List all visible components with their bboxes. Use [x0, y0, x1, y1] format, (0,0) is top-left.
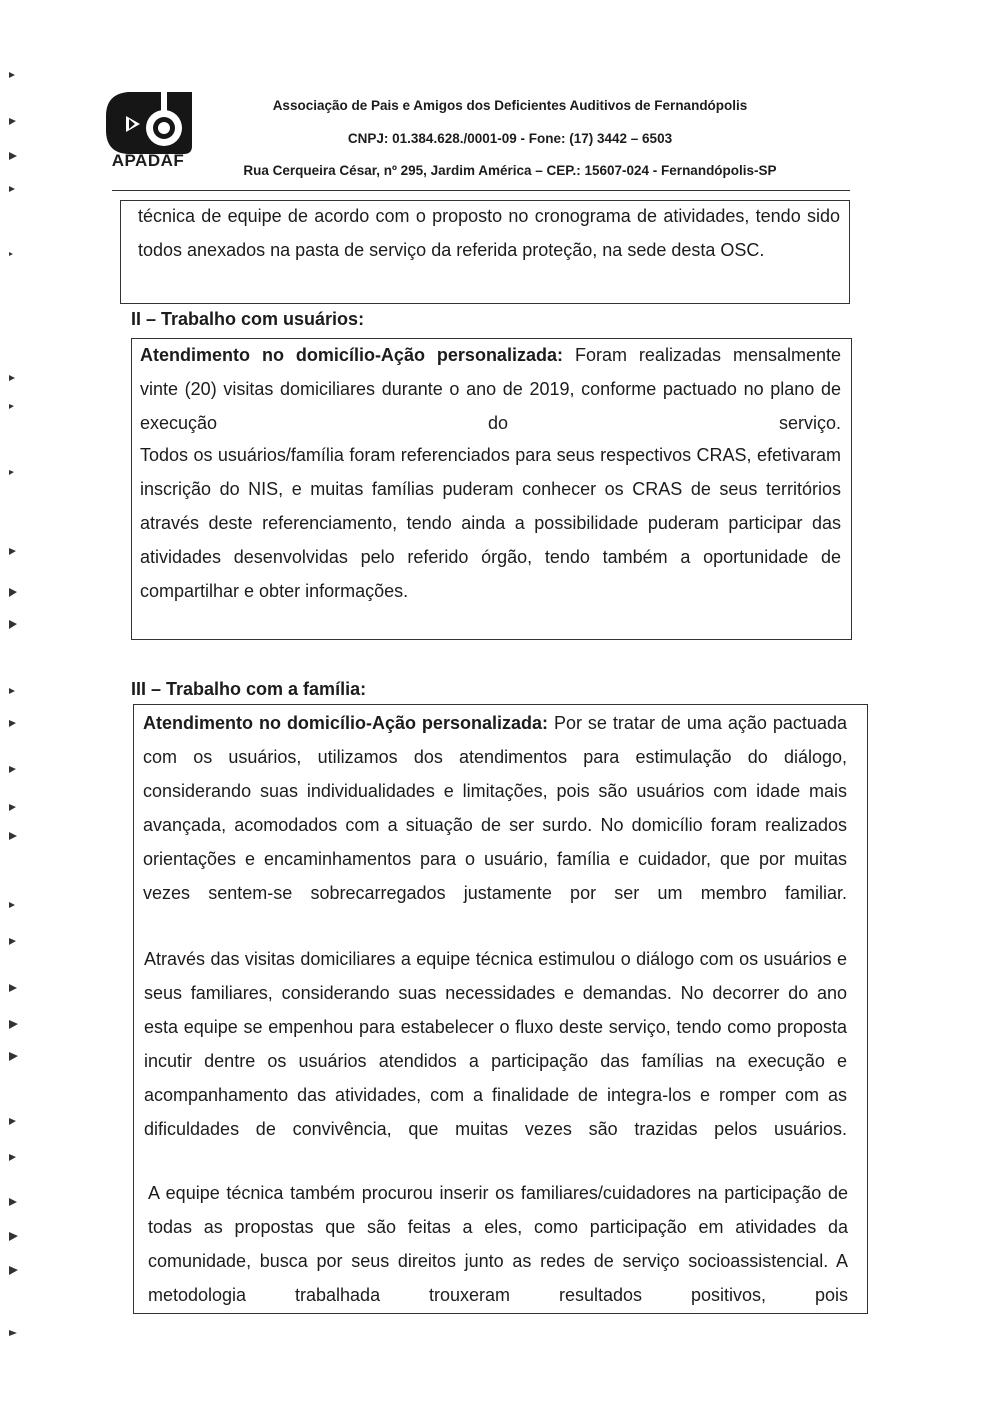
section-3-paragraph-2: Através das visitas domiciliares a equipe técnica estimulou o diálogo com os usuários e seus familiares, considerando suas necessidades e demandas. No decorrer do ano esta equipe se empenhou para estabelecer o fluxo deste serviço, tendo como proposta incutir dentre os usuários atendidos a participação das famílias na execução e acompanhamento das atividades, com a finalidade de integra-los e romper com as dificuldades de convivência, que muitas vezes são trazidas pelos usuários. [144, 949, 847, 1139]
section-3-paragraph-1 [143, 706, 847, 910]
section-3-paragraph-3: A equipe técnica também procurou inserir os familiares/cuidadores na participação de todas as propostas que são feitas a eles, como participação em atividades da comunidade, busca por seus direitos junto as redes de serviço socioassistencial. A metodologia trabalhada trouxeram resultados positivos, pois [148, 1183, 848, 1305]
section-2-heading: II – Trabalho com usuários: [131, 309, 365, 329]
scan-edge-marks [0, 0, 40, 1404]
section-2-paragraph-1-text: Foram realizadas mensalmente vinte (20) visitas domiciliares durante o ano de 2019, conforme pactuado no plano de execução do serviço. [140, 345, 841, 433]
section-2-paragraph-2: Todos os usuários/família foram referenciados para seus respectivos CRAS, efetivaram inscrição do NIS, e muitas famílias puderam conhecer os CRAS de seus territórios através deste referenciamento, tendo ainda a possibilidade puderam participar das atividades desenvolvidas pelo referido órgão, tendo também a oportunidade de compartilhar e obter informações. [140, 445, 841, 601]
organization-registration: CNPJ: 01.384.628./0001-09 - Fone: (17) 3442 – 6503 [347, 131, 673, 146]
section-3-heading: III – Trabalho com a família: [131, 679, 367, 699]
organization-name: Associação de Pais e Amigos dos Deficientes Auditivos de Fernandópolis [272, 98, 748, 113]
header-divider [112, 190, 850, 191]
intro-paragraph: técnica de equipe de acordo com o proposto no cronograma de atividades, tendo sido todos anexados na pasta de serviço da referida proteção, na sede desta OSC. [138, 206, 840, 260]
organization-address: Rua Cerqueira César, nº 295, Jardim América – CEP.: 15607-024 - Fernandópolis-SP [243, 163, 777, 178]
section-3-paragraph-1-text: Por se tratar de uma ação pactuada com os usuários, utilizamos dos atendimentos para estimulação do diálogo, considerando suas individualidades e limitações, pois são usuários com idade mais avançada, acomodados com a situação de ser surdo. No domicílio foram realizados orientações e encaminhamentos para o usuário, família e cuidador, que por muitas vezes sentem-se sobrecarregados justamente por ser um membro familiar. [143, 713, 847, 903]
section-3-label: Atendimento no domicílio-Ação personalizada: [143, 713, 548, 733]
logo-wordmark: APADAF [111, 151, 185, 170]
section-2-label: Atendimento no domicílio-Ação personalizada: [140, 345, 563, 365]
section-2-paragraph-1 [140, 338, 841, 440]
